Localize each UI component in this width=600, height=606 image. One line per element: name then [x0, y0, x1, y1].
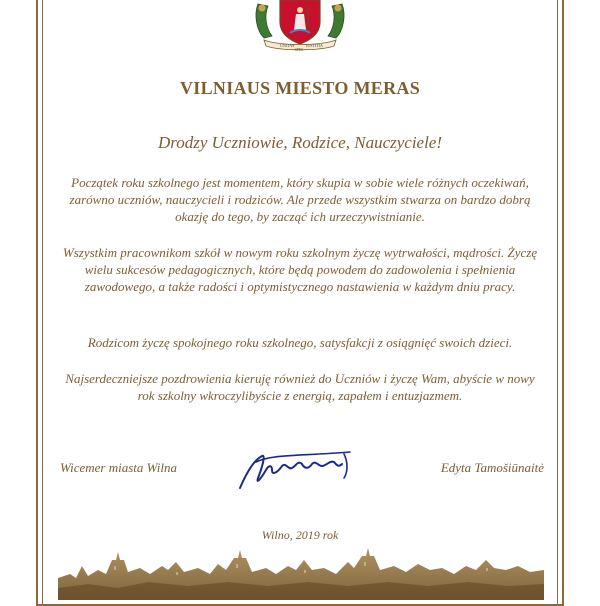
- signatory-role: Wicemer miasta Wilna: [60, 460, 177, 475]
- letter-paragraph-3: Rodzicom życzę spokojnego roku szkolnego, satysfakcji z osiągnięć swoich dzieci.: [87, 335, 513, 350]
- page-title: VILNIAUS MIESTO MERAS: [179, 78, 421, 98]
- letter-paragraph-2: Wszystkim pracownikom szkół w nowym roku szkolnym życzę wytrwałości, mądrości. Życzę wielu sukcesów pedagogicznych, które będą powodem do zadowolenia i spełnienia zawodowego, a także radości i optymistycznego nastawienia w każdym dniu pracy.: [62, 245, 538, 294]
- signatory-name: Edyta Tamošiūnaitė: [440, 460, 544, 475]
- vilnius-coat-of-arms-icon: [250, 0, 350, 52]
- letter-greeting: Drodzy Uczniowie, Rodzice, Nauczyciele!: [157, 133, 443, 152]
- handwritten-signature: [232, 444, 368, 496]
- svg-text:IUSTITIA: IUSTITIA: [306, 43, 323, 48]
- svg-text:SPES: SPES: [295, 48, 304, 52]
- place-and-date: Wilno, 2019 rok: [261, 528, 339, 542]
- letter-paragraph-1: Początek roku szkolnego jest momentem, który skupia w sobie wiele różnych oczekiwań, zarówno uczniów, nauczycieli i rodziców. Ale przede wszystkim stwarza on bardzo dobrą okazję do tego, by zacząć ich urzeczywistnianie.: [69, 175, 531, 224]
- letter-paragraph-4: Najserdeczniejsze pozdrowienia kieruję również do Uczniów i życzę Wam, abyście w nowy rok szkolny wkroczylibyście z energią, zapałem i entuzjazmem.: [65, 371, 535, 403]
- svg-text:UNITAS: UNITAS: [280, 43, 295, 48]
- vilnius-skyline-engraving: [58, 548, 544, 600]
